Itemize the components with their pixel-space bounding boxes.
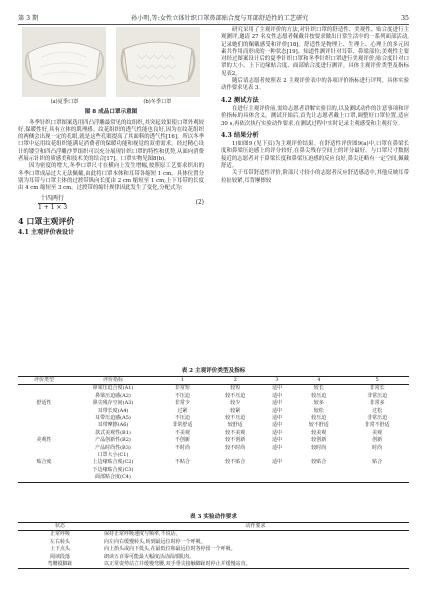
table-header-cell: 3 bbox=[275, 377, 279, 383]
winter-mask-photo bbox=[116, 27, 200, 97]
table-cell-state: 上下点头 bbox=[49, 546, 70, 553]
table-cell-indicator: 耳带摩擦(A6) bbox=[97, 422, 129, 429]
table-cell: 时尚 bbox=[372, 444, 383, 451]
table-cell-indicator: 产品创新性(B2) bbox=[95, 437, 131, 444]
equation bbox=[38, 195, 204, 212]
table-cell: 较短 bbox=[230, 385, 241, 392]
table-cell: 不时尚 bbox=[174, 444, 190, 451]
table-cell-type: 舒适性 bbox=[36, 400, 52, 407]
table-cell-state: 正常呼吸 bbox=[49, 531, 70, 538]
table-header-cell: 状态 bbox=[54, 523, 65, 529]
table-cell: 较创新 bbox=[311, 437, 327, 444]
table-cell-indicator: 口罩大小(C1) bbox=[97, 452, 129, 459]
table-cell: 较少 bbox=[230, 400, 241, 407]
section-heading: 4 口罩主观评价 bbox=[18, 215, 75, 226]
table-cell: 不贴合 bbox=[174, 459, 190, 466]
table-cell-indicator: 款式美观性(B1) bbox=[95, 429, 131, 436]
table-cell: 适中 bbox=[271, 437, 282, 444]
figure-8 bbox=[18, 27, 204, 97]
paragraph: 关于耳带舒适性评价,阶部尺寸较小的志愿者反应舒适感适中,其他反映耳带拉扯较紧,耳背摩擦较 bbox=[221, 170, 409, 184]
table-cell: 过松 bbox=[372, 407, 383, 414]
table-cell: 较不美观 bbox=[225, 429, 246, 436]
table-cell bbox=[262, 467, 293, 474]
left-column bbox=[18, 27, 204, 238]
table-cell: 较压迫 bbox=[311, 392, 327, 399]
paragraph: 因为密度的增大,冬季口罩尺寸在横向上发生增幅,按照原工艺要求织出的冬季口罩成品过大无法佩戴,由此将口罩本体和耳带各缩短 1 cm。具体位置分别为耳带与口罩主体的过渡带纵向长度由 2 cm 缩短至 1 cm,上下耳带的长度由 4 cm 缩短至 3 cm。过渡带的缩针规律因此发生了变化,分配式为: bbox=[18, 163, 204, 192]
table-cell-action: 朗读五百零可能最大幅度活动面部肌肉。 bbox=[104, 553, 195, 560]
table-cell: 非常少 bbox=[174, 400, 190, 407]
table-row bbox=[18, 400, 409, 407]
table-row bbox=[18, 467, 409, 474]
table-3 bbox=[18, 512, 409, 569]
table-cell: 非常压迫 bbox=[367, 415, 388, 422]
table-cell: 不压迫 bbox=[174, 392, 190, 399]
subcaption-b: (b)冬季口罩 bbox=[143, 99, 172, 105]
table-row bbox=[18, 437, 409, 444]
table-row bbox=[18, 452, 409, 459]
table-cell bbox=[156, 474, 209, 482]
header-page-number: 35 bbox=[401, 15, 409, 22]
table-cell: 较舒适 bbox=[227, 422, 243, 429]
table-cell: 不美观 bbox=[174, 429, 190, 436]
table-cell: 非常短 bbox=[174, 385, 190, 392]
table-cell bbox=[209, 474, 262, 482]
table-cell bbox=[345, 467, 409, 474]
table-cell: 非常不舒适 bbox=[364, 422, 390, 429]
table-cell-indicator: 鼻尖残存空间(A3) bbox=[92, 400, 134, 407]
table-cell: 较不压迫 bbox=[225, 415, 246, 422]
table-cell-indicator: 耳带压迫感(A5) bbox=[95, 415, 131, 422]
table-row bbox=[18, 408, 409, 415]
paragraph: 1)如图9 (见下页)为主观评价结果。在舒适性评价图9(a)中,口罩在鼻梁长度和鼻梁压迫感上的评分较好,在鼻尖残存空间上的评分最好。与口罩尺寸数据接近的志愿者对于鼻梁长度和鼻梁压迫感的反应良好,鼻尖还略有一定空间,佩戴舒适。 bbox=[221, 141, 409, 170]
table-cell: 贴合 bbox=[372, 459, 383, 466]
table-cell: 不压迫 bbox=[174, 415, 190, 422]
table-cell-type bbox=[18, 408, 70, 415]
subcaption-a: (a)夏季口罩 bbox=[50, 99, 79, 105]
table-cell-action: 向左向右缓慢转头,转到最远位时停一个呼吸。 bbox=[104, 538, 206, 545]
equation-line: 十四两行 bbox=[40, 194, 65, 202]
table-cell: 适中 bbox=[271, 422, 282, 429]
table-cell: 适中 bbox=[271, 392, 282, 399]
table-cell: 美观 bbox=[372, 429, 383, 436]
table-cell: 不创新 bbox=[174, 437, 190, 444]
table-cell: 较长 bbox=[313, 385, 324, 392]
table-cell: 较美观 bbox=[311, 429, 327, 436]
table-2 bbox=[18, 366, 409, 483]
table-cell: 较不贴合 bbox=[225, 459, 246, 466]
table-header-cell: 1 bbox=[180, 377, 184, 383]
table-header-row bbox=[18, 377, 409, 385]
table-header-row bbox=[18, 523, 409, 531]
figure-caption: 图 8 成品口罩示意图 bbox=[84, 109, 138, 116]
table-cell-type bbox=[18, 422, 70, 429]
table-cell: 过紧 bbox=[177, 407, 188, 414]
subsection-heading: 4.3 结果分析 bbox=[221, 131, 259, 139]
table-cell-indicator: 上边缘贴合度(C2) bbox=[92, 459, 134, 466]
table-cell-type: 美观性 bbox=[36, 437, 52, 444]
paragraph: 冬季针织口罩图案选用四凸浮雕最常见的纹组织,其突起效果使口罩外观较好,保暖性好,具有立体的肌理感。纹花组织的透气性能也良好,因为在纹花组织的两侧会出现一定的孔眼,就是这些孔眼提高了其面料的透气性[16]。所以冬季口罩中运用纹花组织能满足消费者的保暖功能和视觉的双重需求。经过精心设计的镂空和四凸浮雕沙罗组织可以充分展现针织口罩的特性和优势,从面向消费者展示针织的质感美和技术美的结合[17]。口罩实物见图8(b)。 bbox=[18, 119, 204, 163]
header-title: 孙小明,等:女性立体针织口罩鼻部贴合度与耳部舒适性的工艺研究 bbox=[131, 15, 309, 22]
table-cell: 适中 bbox=[271, 400, 282, 407]
table-cell-action: 以正常姿势站立并缓慢弯腰,双手垂尖接触脚趾时停止并缓慢站直。 bbox=[104, 561, 251, 568]
table-cell: 较贴合 bbox=[311, 459, 327, 466]
table-cell-indicator: 产品时尚性(B3) bbox=[95, 444, 131, 451]
table-cell-action: 保持正常呼吸速度与频率,不说话。 bbox=[104, 531, 181, 538]
table-cell: 较不舒适 bbox=[308, 422, 329, 429]
table-cell bbox=[156, 467, 209, 474]
table-cell-indicator: 耳带长度(A4) bbox=[97, 407, 129, 414]
table-cell: 较松 bbox=[313, 407, 324, 414]
table-cell-indicator: 鼻梁压迫感(A2) bbox=[95, 392, 131, 399]
table-cell: 适中 bbox=[271, 415, 282, 422]
table-cell: 非常多 bbox=[369, 400, 385, 407]
table-row bbox=[18, 459, 409, 466]
table-cell: 适中 bbox=[271, 407, 282, 414]
table-cell bbox=[209, 467, 262, 474]
table-cell: 创新 bbox=[372, 437, 383, 444]
table-cell-type bbox=[18, 385, 70, 393]
table-row bbox=[18, 445, 409, 452]
table-cell: 较紧 bbox=[230, 407, 241, 414]
right-column bbox=[221, 27, 409, 185]
subsection-heading: 4.2 测试方法 bbox=[221, 96, 259, 104]
table-cell: 较压迫 bbox=[311, 415, 327, 422]
table-cell bbox=[345, 474, 409, 482]
paragraph: 随后请志愿者按照表 2 主观评价表中的各项评价指标进行评判。具体实验动作要求见表 3。 bbox=[221, 78, 409, 92]
table-cell: 非常舒适 bbox=[172, 422, 193, 429]
table-row bbox=[18, 422, 409, 429]
equation-number: (2) bbox=[195, 198, 204, 206]
table-row bbox=[18, 430, 409, 437]
table-cell-indicator: 鼻梁压迫合度(A1) bbox=[92, 385, 134, 392]
table-row bbox=[18, 546, 409, 553]
table-cell-indicator: 下边缘贴合度(C3) bbox=[92, 466, 134, 473]
table-header-cell: 4 bbox=[317, 377, 321, 383]
table-header-cell: 5 bbox=[375, 377, 379, 383]
table-cell-state: 阅读段落 bbox=[49, 553, 70, 560]
table-row bbox=[18, 561, 409, 569]
table-cell: 适中 bbox=[271, 385, 282, 392]
table-header-cell: 动作要求 bbox=[245, 523, 266, 529]
table-caption: 表 2 主观评价类型及指标 bbox=[181, 368, 246, 374]
table-cell: 适中 bbox=[271, 444, 282, 451]
summer-mask-photo bbox=[22, 27, 106, 97]
subsection-heading: 4.1 主观评价表设计 bbox=[18, 228, 75, 236]
table-cell-action: 向上抬头或向下低头,在最低位和最远位时各停留一个呼吸。 bbox=[104, 546, 236, 553]
paragraph: 在进行主观评价前,需给志愿者讲解实验目的,以及测试动作的注意事项和评价指标的具体含义。测试开始后,首先让志愿者戴上口罩,调整好口罩位置,适应 30 s,再依次执行实验动作要求,在测试过程中实时记录主观感受和主观打分。 bbox=[221, 105, 409, 127]
table-header-cell: 评价指标 bbox=[102, 377, 123, 383]
table-cell-state: 左右转头 bbox=[49, 538, 70, 545]
table-cell: 较不时尚 bbox=[225, 444, 246, 451]
table-cell: 较不压迫 bbox=[225, 392, 246, 399]
table-cell: 较时尚 bbox=[311, 444, 327, 451]
table-row bbox=[18, 385, 409, 393]
table-cell-type bbox=[18, 415, 70, 422]
table-caption: 表 3 实验动作要求 bbox=[190, 514, 237, 520]
running-header bbox=[18, 8, 409, 25]
table-cell bbox=[262, 474, 293, 482]
table-row bbox=[18, 393, 409, 400]
table-cell-type bbox=[18, 474, 70, 482]
table-cell: 适中 bbox=[271, 429, 282, 436]
table-header-cell: 2 bbox=[233, 377, 237, 383]
table-cell: 较多 bbox=[313, 400, 324, 407]
table-cell-indicator: 面部贴合度(C4) bbox=[95, 474, 131, 481]
table-cell bbox=[292, 474, 345, 482]
table-cell: 非常压迫 bbox=[367, 392, 388, 399]
equation-line: 1 + 1 × 3 bbox=[38, 203, 68, 211]
table-row bbox=[18, 415, 409, 422]
table-cell-state: 弯腰摸脚趾 bbox=[47, 561, 73, 568]
table-header-cell: 评价类型 bbox=[33, 377, 54, 383]
table-cell-type: 贴合度 bbox=[36, 459, 52, 466]
table-cell bbox=[292, 467, 345, 474]
table-cell: 较不创新 bbox=[225, 437, 246, 444]
table-cell-type bbox=[18, 445, 70, 452]
table-cell: 非常长 bbox=[369, 385, 385, 392]
header-issue: 第 3 期 bbox=[18, 15, 39, 22]
table-row bbox=[18, 554, 409, 561]
table-cell: 适中 bbox=[271, 459, 282, 466]
table-row bbox=[18, 474, 409, 482]
paragraph: 研究采用了主观评价的方法,对针织口罩的舒适性、美观性、贴合度进行主观测评,邀请 27 名女性志愿者佩戴并按要求做出日常生活中的一系列面部活动,记录她们的佩戴感受和评价[18]。舒适性是物理上、生理上、心理上的多元因素共作用而形成的一种状态[19]。知道性测评针对耳带、鼻梁部位;美观性主要对经过图案设计后的夏季针织口罩和冬季针织口罩进行美观评价;贴合度针对口罩的大小、上下边缘贴合度、面部贴合度进行测评。具体主观评价类型及指标见表2。 bbox=[221, 27, 409, 77]
table-cell-type bbox=[18, 467, 70, 474]
table-row bbox=[18, 531, 409, 539]
